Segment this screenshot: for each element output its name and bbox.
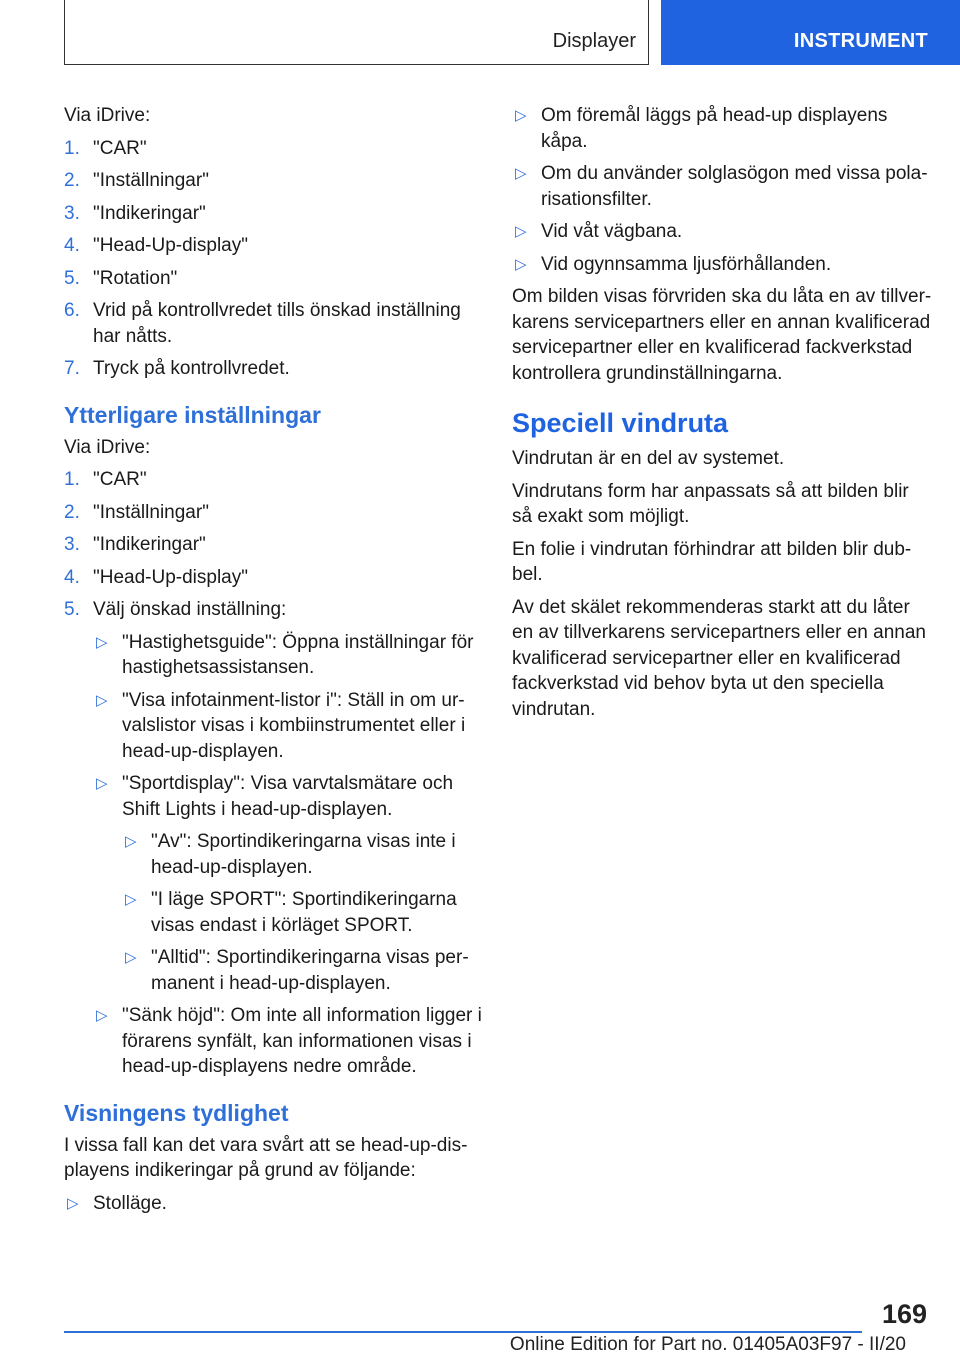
step-number: 4. (64, 235, 80, 256)
sport-options-list (122, 829, 482, 996)
option-item (93, 1003, 482, 1080)
step-text: "Inställningar" (93, 501, 209, 523)
heading-special-windscreen: Speciell vindruta (512, 408, 729, 438)
section-title: Displayer (552, 30, 636, 52)
triangle-bullet-icon: ▷ (96, 691, 108, 709)
right-column (512, 103, 932, 729)
step-text: "CAR" (93, 469, 147, 490)
header-section-box (64, 0, 649, 65)
step-item (64, 298, 482, 349)
visibility-text: I vissa fall kan det vara svårt att se head-up-displayens indikeringar på grund av följande: (64, 1134, 468, 1181)
footer-edition: Online Edition for Part no. 01405A03F97 - II/20 (509, 1334, 906, 1355)
paragraph: En folie i vindrutan förhindrar att bilden blir dubbel. (512, 538, 912, 585)
list-item (512, 103, 932, 154)
visibility-item: Vid våt vägbana. (541, 221, 683, 242)
step-text: "Head-Up-display" (93, 566, 248, 588)
option-item (122, 887, 482, 938)
list-item (512, 219, 932, 245)
visibility-item-seat: Stolläge. (93, 1192, 167, 1214)
paragraph: Vindrutan är en del av systemet. (512, 448, 785, 469)
step-number: 6. (64, 300, 80, 321)
option-sport: "Sportdisplay": Visa varvtalsmätare och Shift Lights i head-up-displayen. (122, 773, 454, 820)
triangle-bullet-icon: ▷ (96, 1007, 108, 1024)
step-number: 5. (64, 599, 80, 620)
step-text: "Inställningar" (93, 170, 209, 191)
triangle-bullet-icon: ▷ (515, 223, 527, 240)
option-item (93, 630, 482, 681)
step-item (64, 168, 482, 194)
step-number: 1. (64, 137, 80, 159)
intro-text-2: Via iDrive: (64, 436, 151, 458)
step-number: 2. (64, 501, 80, 523)
step-item (64, 136, 482, 162)
step-item (64, 500, 482, 526)
option-sport-mode: "I läge SPORT": Sportindikeringarna visas endast i körläget SPORT. (151, 889, 457, 936)
triangle-bullet-icon: ▷ (125, 891, 137, 908)
step-item (64, 467, 482, 493)
distorted-image-text: Om bilden visas förvriden ska du låta en av tillverkarens servicepartners eller en annan kvalificerad servicepartner eller en kvalificerad fackverkstad kontrollera grundinställningarna. (512, 286, 932, 384)
step-number: 7. (64, 358, 80, 379)
triangle-bullet-icon: ▷ (515, 165, 527, 182)
step-item (64, 233, 482, 259)
option-item (122, 945, 482, 996)
step-number: 2. (64, 170, 80, 191)
step-text: Tryck på kontrollvredet. (93, 358, 290, 379)
step-item (64, 266, 482, 292)
step-number: 3. (64, 534, 80, 555)
step-item (64, 356, 482, 382)
step-item (64, 565, 482, 591)
step-number: 3. (64, 202, 80, 224)
options-list (93, 630, 482, 1080)
option-item (93, 688, 482, 765)
option-speed: "Hastighetsguide": Öppna inställningar för hastighetsassistansen. (122, 631, 474, 678)
step-number: 5. (64, 267, 80, 289)
step-item (64, 532, 482, 558)
step-text: "Rotation" (93, 267, 178, 289)
chapter-tab (661, 0, 960, 65)
visibility-item: Om du använder solglasögon med vissa polarisationsfilter. (541, 163, 928, 210)
triangle-bullet-icon: ▷ (125, 949, 137, 966)
option-item (93, 771, 482, 996)
option-sport-always: "Alltid": Sportindikeringarna visas permanent i head-up-displayen. (151, 947, 469, 994)
step-text: "Indikeringar" (93, 534, 206, 555)
step-list (64, 136, 482, 382)
visibility-item: Om föremål läggs på head-up displayens kåpa. (541, 105, 888, 152)
heading-more-settings: Ytterligare inställningar (64, 401, 321, 428)
step-text: Välj önskad inställning: (93, 599, 287, 620)
step-text: "CAR" (93, 137, 147, 159)
option-lower-height: "Sänk höjd": Om inte all information ligger i förarens synfält, kan informationen visas i head-up-displayens nedre område. (122, 1005, 482, 1077)
triangle-bullet-icon: ▷ (125, 833, 137, 850)
heading-visibility: Visningens tydlighet (64, 1099, 289, 1126)
step-text: Vrid på kontrollvredet tills önskad inställning har nåtts. (93, 300, 461, 347)
step-number: 1. (64, 469, 80, 490)
step-text: "Head-Up-display" (93, 235, 248, 256)
page-number: 169 (881, 1299, 927, 1329)
triangle-bullet-icon: ▷ (515, 255, 527, 273)
step-item (64, 597, 482, 1080)
paragraph: Av det skälet rekommenderas starkt att du låter en av tillverkarens servicepartners eller en annan kvalificerad servicepartner eller en kvalificerad fackverkstad vid behov byta ut den speciella vindrutan. (512, 596, 926, 720)
list-item (512, 252, 932, 278)
triangle-bullet-icon: ▷ (96, 775, 108, 792)
paragraph: Vindrutans form har anpassats så att bilden blir så exakt som möjligt. (512, 480, 909, 527)
visibility-item: Vid ogynnsamma ljusförhållanden. (541, 253, 832, 275)
list-item (64, 1191, 482, 1217)
left-column (64, 103, 482, 1223)
step-item (64, 201, 482, 227)
intro-text: Via iDrive: (64, 105, 151, 126)
option-infotainment: "Visa infotainment-listor i": Ställ in om urvalslistor visas i kombiinstrumentet eller i head-up-displayen. (122, 689, 466, 762)
option-sport-off: "Av": Sportindikeringarna visas inte i head-up-displayen. (151, 831, 456, 878)
footer-divider (64, 1331, 862, 1333)
visibility-list-continued (512, 103, 932, 277)
step-list-2 (64, 467, 482, 1080)
visibility-list (64, 1191, 482, 1217)
triangle-bullet-icon: ▷ (96, 633, 108, 651)
step-text: "Indikeringar" (93, 202, 206, 224)
list-item (512, 161, 932, 212)
triangle-bullet-icon: ▷ (67, 1194, 79, 1212)
option-item (122, 829, 482, 880)
step-number: 4. (64, 566, 80, 588)
chapter-title: INSTRUMENT (793, 30, 928, 52)
triangle-bullet-icon: ▷ (515, 107, 527, 124)
